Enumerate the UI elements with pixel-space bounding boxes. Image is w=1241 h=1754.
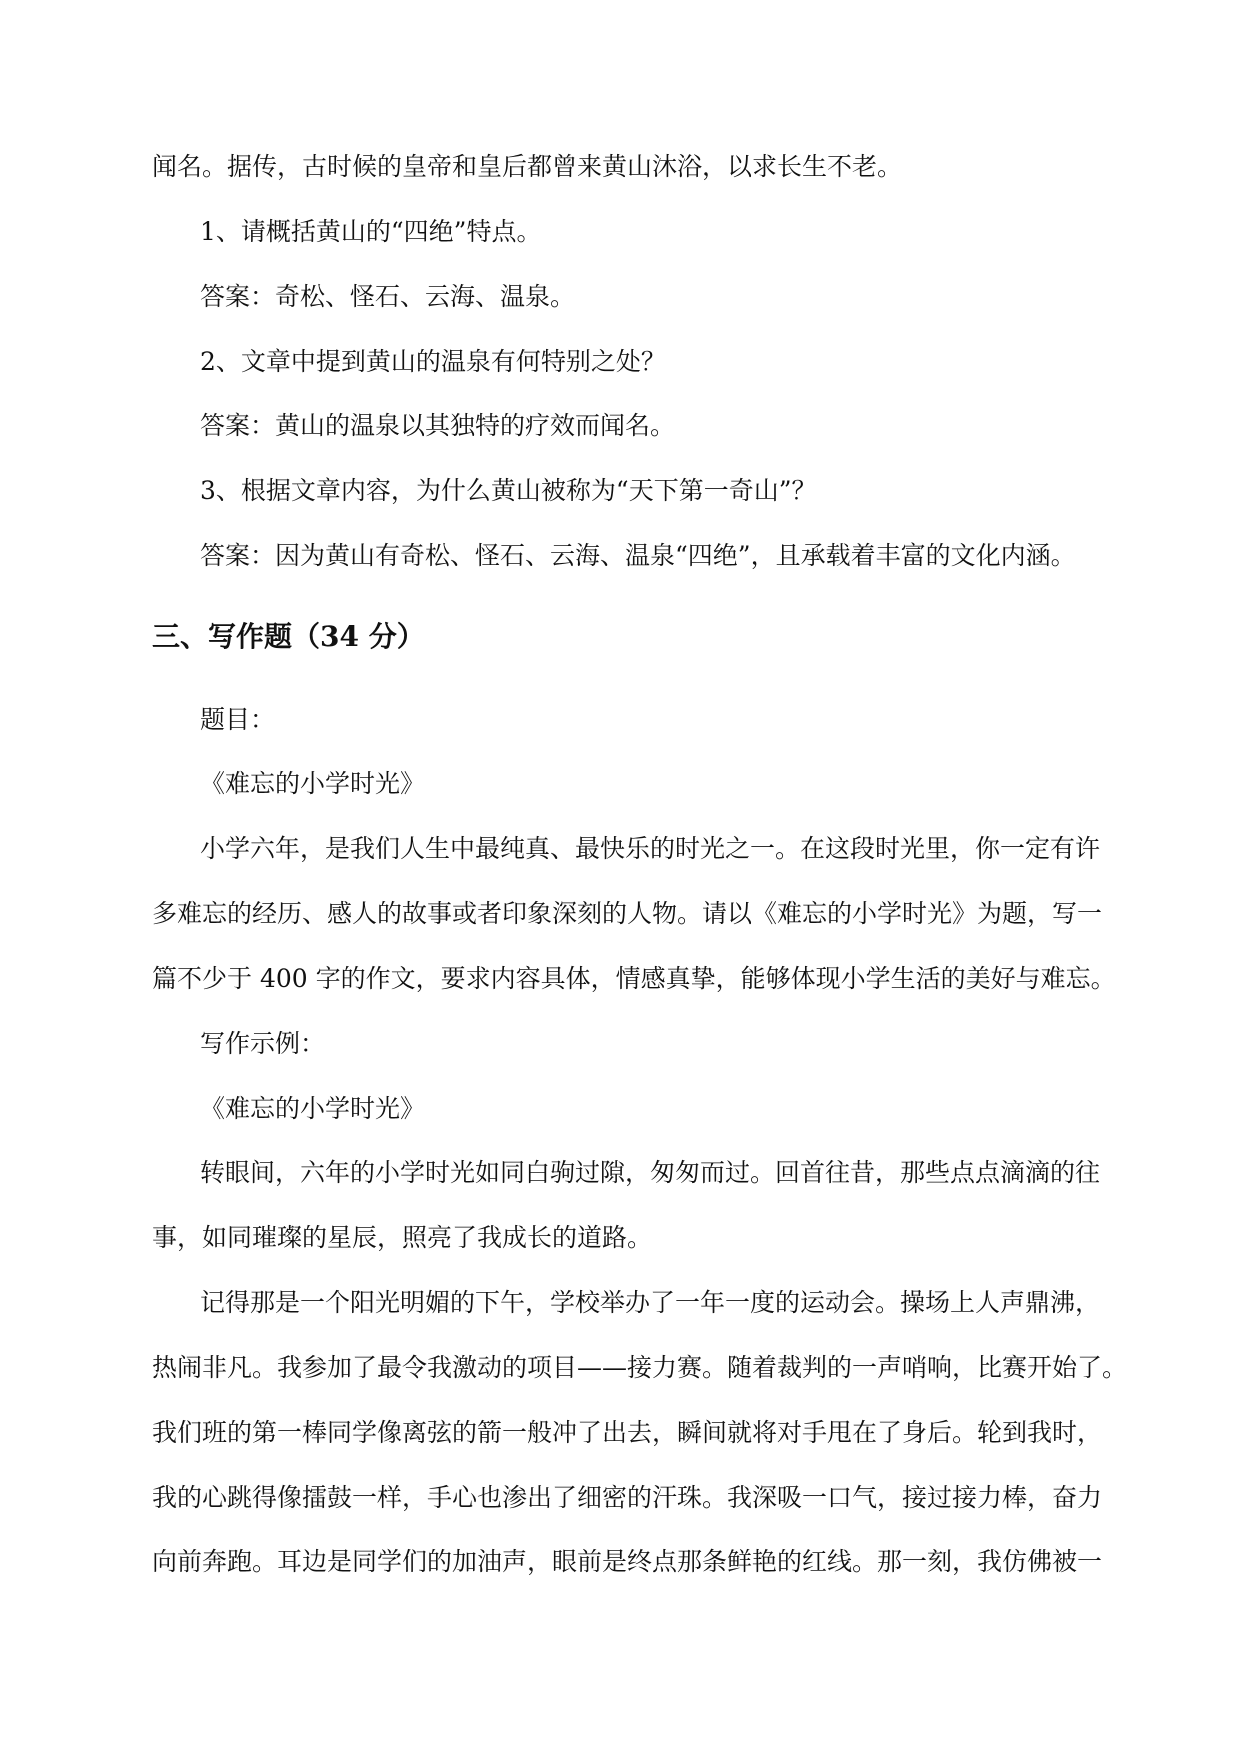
example-paragraph2-line-1: 记得那是一个阳光明媚的下午，学校举办了一年一度的运动会。操场上人声鼎沸， — [200, 1288, 1101, 1317]
example-paragraph2-line-4: 我的心跳得像擂鼓一样，手心也渗出了细密的汗珠。我深吸一口气，接过接力棒，奋力 — [152, 1483, 1103, 1512]
answer-2: 答案：黄山的温泉以其独特的疗效而闻名。 — [200, 411, 676, 440]
instruction-line-1: 小学六年，是我们人生中最纯真、最快乐的时光之一。在这段时光里，你一定有许 — [200, 834, 1101, 863]
example-title: 《难忘的小学时光》 — [200, 1094, 426, 1123]
question-1: 1、请概括黄山的“四绝”特点。 — [200, 217, 542, 246]
instruction-line-2: 多难忘的经历、感人的故事或者印象深刻的人物。请以《难忘的小学时光》为题，写一 — [152, 899, 1103, 928]
section-heading-writing: 三、写作题（34 分） — [152, 620, 425, 653]
example-label: 写作示例： — [200, 1029, 326, 1058]
question-3: 3、根据文章内容，为什么黄山被称为“天下第一奇山”？ — [200, 476, 817, 505]
example-paragraph2-line-5: 向前奔跑。耳边是同学们的加油声，眼前是终点那条鲜艳的红线。那一刻，我仿佛被一 — [152, 1547, 1103, 1576]
answer-3: 答案：因为黄山有奇松、怪石、云海、温泉“四绝”，且承载着丰富的文化内涵。 — [200, 541, 1076, 570]
answer-1: 答案：奇松、怪石、云海、温泉。 — [200, 282, 576, 311]
example-paragraph1-line-1: 转眼间，六年的小学时光如同白驹过隙，匆匆而过。回首往昔，那些点点滴滴的往 — [200, 1158, 1101, 1187]
example-paragraph1-line-2: 事，如同璀璨的星辰，照亮了我成长的道路。 — [152, 1223, 653, 1252]
prompt-label: 题目： — [200, 705, 276, 734]
essay-title: 《难忘的小学时光》 — [200, 769, 426, 798]
question-2: 2、文章中提到黄山的温泉有何特别之处？ — [200, 347, 666, 376]
example-paragraph2-line-2: 热闹非凡。我参加了最令我激动的项目——接力赛。随着裁判的一声哨响，比赛开始了。 — [152, 1353, 1128, 1382]
instruction-line-3: 篇不少于 400 字的作文，要求内容具体，情感真挚，能够体现小学生活的美好与难忘。 — [152, 964, 1116, 993]
reading-passage-tail: 闻名。据传，古时候的皇帝和皇后都曾来黄山沐浴，以求长生不老。 — [152, 152, 903, 181]
example-paragraph2-line-3: 我们班的第一棒同学像离弦的箭一般冲了出去，瞬间就将对手甩在了身后。轮到我时， — [152, 1418, 1103, 1447]
